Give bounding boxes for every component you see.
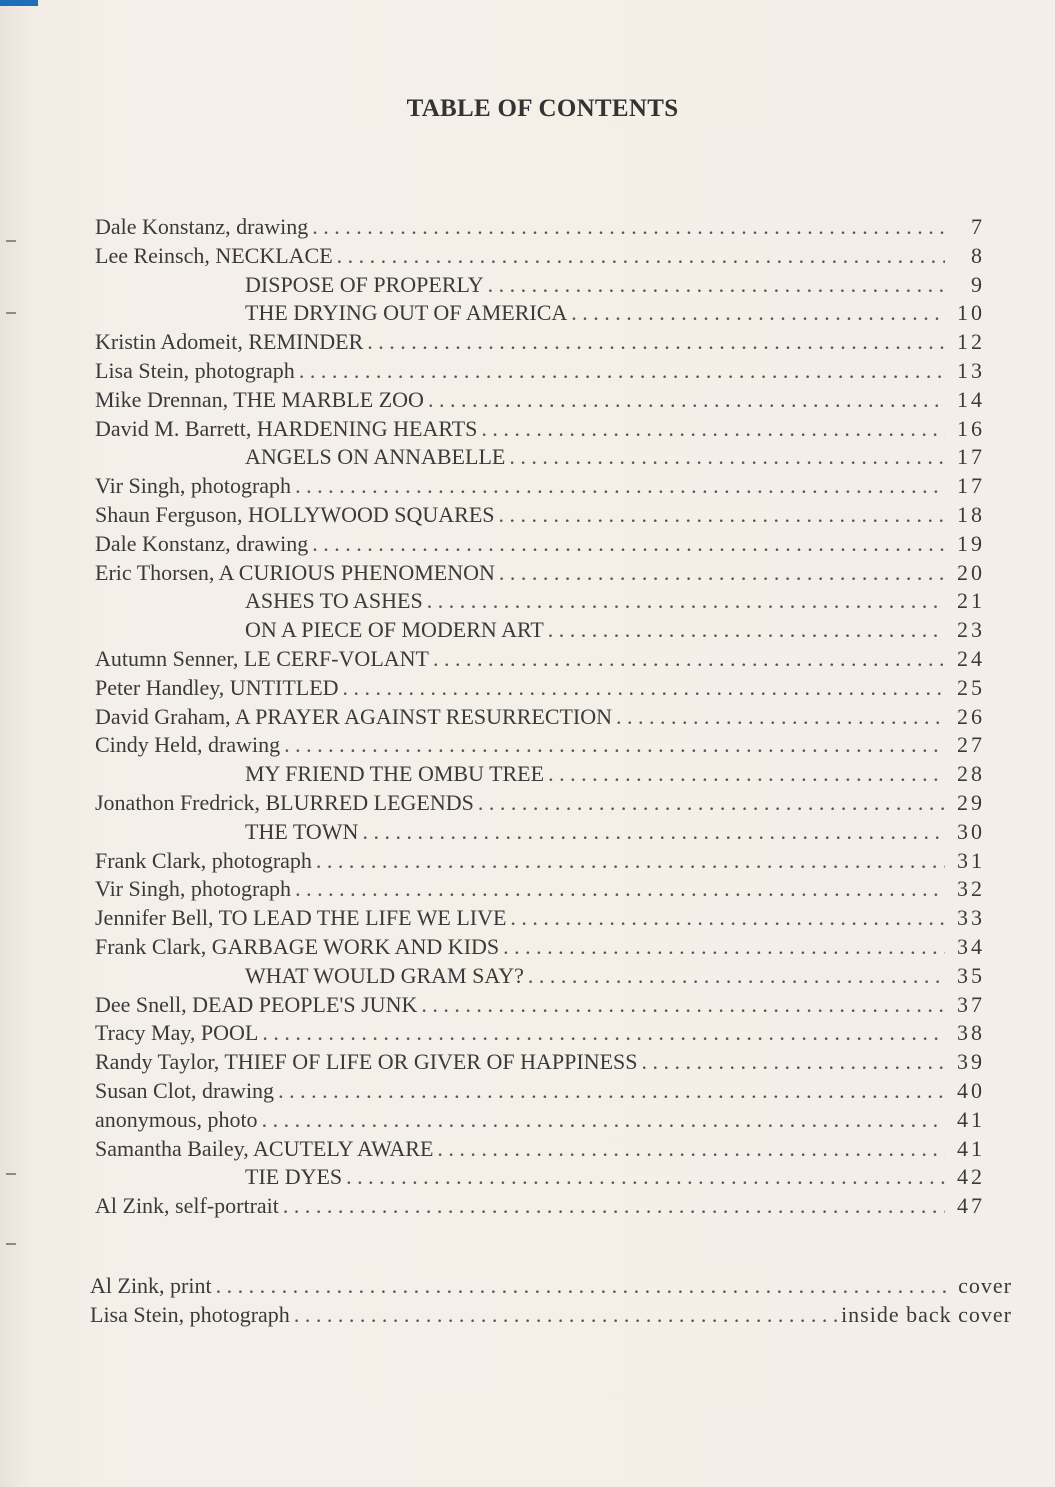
toc-page-number: 17: [957, 473, 985, 499]
toc-page-number: 30: [957, 818, 985, 844]
dot-leader: [528, 962, 945, 991]
toc-page-number: 12: [957, 329, 985, 355]
toc-page-number: 16: [957, 415, 985, 441]
dot-leader: [343, 674, 945, 703]
toc-entry-title: THE TOWN: [245, 818, 359, 844]
toc-entry-title: Susan Clot, drawing: [95, 1077, 275, 1103]
toc-page-number: 26: [957, 703, 985, 729]
toc-entry-title: Eric Thorsen, A CURIOUS PHENOMENON: [95, 559, 495, 585]
toc-entry-title: THE DRYING OUT OF AMERICA: [245, 300, 568, 326]
dot-leader: [337, 242, 945, 271]
dot-leader: [362, 818, 945, 847]
dot-leader: [299, 357, 945, 386]
toc-entry-title: ANGELS ON ANNABELLE: [245, 444, 506, 470]
toc-entry-title: Peter Handley, UNTITLED: [95, 674, 339, 700]
dot-leader: [367, 328, 945, 357]
dot-leader: [571, 299, 945, 328]
toc-entry-title: David M. Barrett, HARDENING HEARTS: [95, 415, 478, 441]
toc-entry-title: Dee Snell, DEAD PEOPLE'S JUNK: [95, 991, 418, 1017]
page-title: TABLE OF CONTENTS: [406, 95, 679, 122]
dot-leader: [284, 731, 945, 760]
dot-leader: [294, 1301, 837, 1330]
toc-entry-title: David Graham, A PRAYER AGAINST RESURRECTION: [95, 703, 613, 729]
toc-page-number: 8: [971, 242, 985, 268]
toc-entry-title: Al Zink, self-portrait: [95, 1193, 279, 1219]
toc-page-number: 40: [957, 1077, 985, 1103]
toc-page-number: inside back cover: [841, 1301, 1012, 1327]
toc-page-number: 25: [957, 674, 985, 700]
dot-leader: [616, 703, 945, 732]
toc-page-number: 23: [957, 617, 985, 643]
toc-page-number: 37: [957, 991, 985, 1017]
toc-page-number: cover: [958, 1273, 1012, 1298]
toc-page-number: 33: [957, 905, 985, 931]
dot-leader: [428, 386, 945, 415]
toc-page-number: 32: [957, 876, 985, 902]
toc-page-number: 24: [957, 645, 985, 671]
toc-page-number: 41: [957, 1135, 985, 1161]
toc-page-number: 38: [957, 1020, 985, 1046]
binding-tab-mark: [0, 0, 38, 6]
dot-leader: [427, 587, 945, 616]
cover-credits: [90, 1268, 1012, 1326]
dot-leader: [295, 875, 945, 904]
dot-leader: [316, 847, 945, 876]
dot-leader: [509, 443, 945, 472]
toc-page-number: 28: [957, 761, 985, 787]
toc-page-number: 41: [957, 1106, 985, 1132]
toc-page-number: 27: [957, 732, 985, 758]
toc-entry-title: WHAT WOULD GRAM SAY?: [245, 962, 524, 988]
toc-page-number: 47: [957, 1193, 985, 1219]
dot-leader: [488, 271, 945, 300]
toc-entry-title: Cindy Held, drawing: [95, 732, 281, 758]
dot-leader: [346, 1163, 945, 1192]
toc-entry-title: DISPOSE OF PROPERLY: [245, 271, 484, 297]
toc-page-number: 42: [957, 1164, 985, 1190]
toc-entry-title: Mike Drennan, THE MARBLE ZOO: [95, 386, 424, 412]
dot-leader: [548, 760, 945, 789]
toc-entry-title: Randy Taylor, THIEF OF LIFE OR GIVER OF HAPPINESS: [95, 1049, 638, 1075]
toc-entry-title: Lisa Stein, photograph: [90, 1301, 290, 1327]
dot-leader: [295, 472, 945, 501]
dot-leader: [421, 991, 945, 1020]
toc-page-number: 10: [957, 300, 985, 326]
dot-leader: [503, 933, 945, 962]
toc-entry-title: Vir Singh, photograph: [95, 473, 292, 499]
dot-leader: [278, 1077, 945, 1106]
toc-page-number: 13: [957, 357, 985, 383]
dot-leader: [437, 1135, 945, 1164]
toc-entry-title: Dale Konstanz, drawing: [95, 530, 309, 556]
toc-entry-title: Jennifer Bell, TO LEAD THE LIFE WE LIVE: [95, 905, 507, 931]
toc-page-number: 31: [957, 847, 985, 873]
toc-page-number: 20: [957, 559, 985, 585]
toc-page-number: 39: [957, 1049, 985, 1075]
toc-entry-title: Kristin Adomeit, REMINDER: [95, 329, 364, 355]
toc-entry-title: Shaun Ferguson, HOLLYWOOD SQUARES: [95, 501, 495, 527]
toc-entry-title: anonymous, photo: [95, 1106, 258, 1132]
toc-page-number: 14: [957, 386, 985, 412]
toc-entry-title: TIE DYES: [245, 1164, 343, 1190]
toc-page-number: 19: [957, 530, 985, 556]
toc-entry: [90, 1268, 1012, 1297]
table-of-contents: [95, 205, 985, 1219]
dot-leader: [642, 1048, 945, 1077]
toc-page-number: 34: [957, 933, 985, 959]
toc-entry-title: Lee Reinsch, NECKLACE: [95, 242, 333, 268]
toc-page-number: 18: [957, 501, 985, 527]
toc-page-number: 9: [971, 271, 985, 297]
toc-entry-title: Samantha Bailey, ACUTELY AWARE: [95, 1135, 434, 1161]
dot-leader: [548, 616, 945, 645]
toc-page-number: 21: [957, 588, 985, 614]
toc-page-number: 35: [957, 962, 985, 988]
dot-leader: [283, 1192, 945, 1221]
toc-entry-title: Frank Clark, photograph: [95, 847, 312, 873]
toc-entry-title: ASHES TO ASHES: [245, 588, 423, 614]
dot-leader: [478, 789, 945, 818]
toc-entry-title: Jonathon Fredrick, BLURRED LEGENDS: [95, 789, 474, 815]
toc-entry: [90, 1297, 1012, 1326]
toc-entry-title: MY FRIEND THE OMBU TREE: [245, 761, 545, 787]
toc-entry-title: Lisa Stein, photograph: [95, 357, 295, 383]
dot-leader: [312, 530, 945, 559]
toc-entry-title: ON A PIECE OF MODERN ART: [245, 617, 544, 643]
dot-leader: [262, 1106, 945, 1135]
toc-entry-title: Autumn Senner, LE CERF-VOLANT: [95, 645, 429, 671]
toc-entry: [95, 205, 985, 239]
toc-entry-title: Al Zink, print: [90, 1273, 212, 1298]
dot-leader: [312, 213, 945, 242]
toc-page-number: 7: [971, 214, 985, 239]
dot-leader: [499, 559, 945, 588]
dot-leader: [481, 415, 945, 444]
dot-leader: [510, 904, 945, 933]
toc-entry-title: Tracy May, POOL: [95, 1020, 259, 1046]
toc-entry-title: Dale Konstanz, drawing: [95, 214, 309, 239]
toc-page-number: 17: [957, 444, 985, 470]
dot-leader: [499, 501, 945, 530]
toc-entry-title: Vir Singh, photograph: [95, 876, 292, 902]
dot-leader: [433, 645, 945, 674]
toc-page-number: 29: [957, 789, 985, 815]
toc-entry-title: Frank Clark, GARBAGE WORK AND KIDS: [95, 933, 500, 959]
dot-leader: [262, 1019, 945, 1048]
